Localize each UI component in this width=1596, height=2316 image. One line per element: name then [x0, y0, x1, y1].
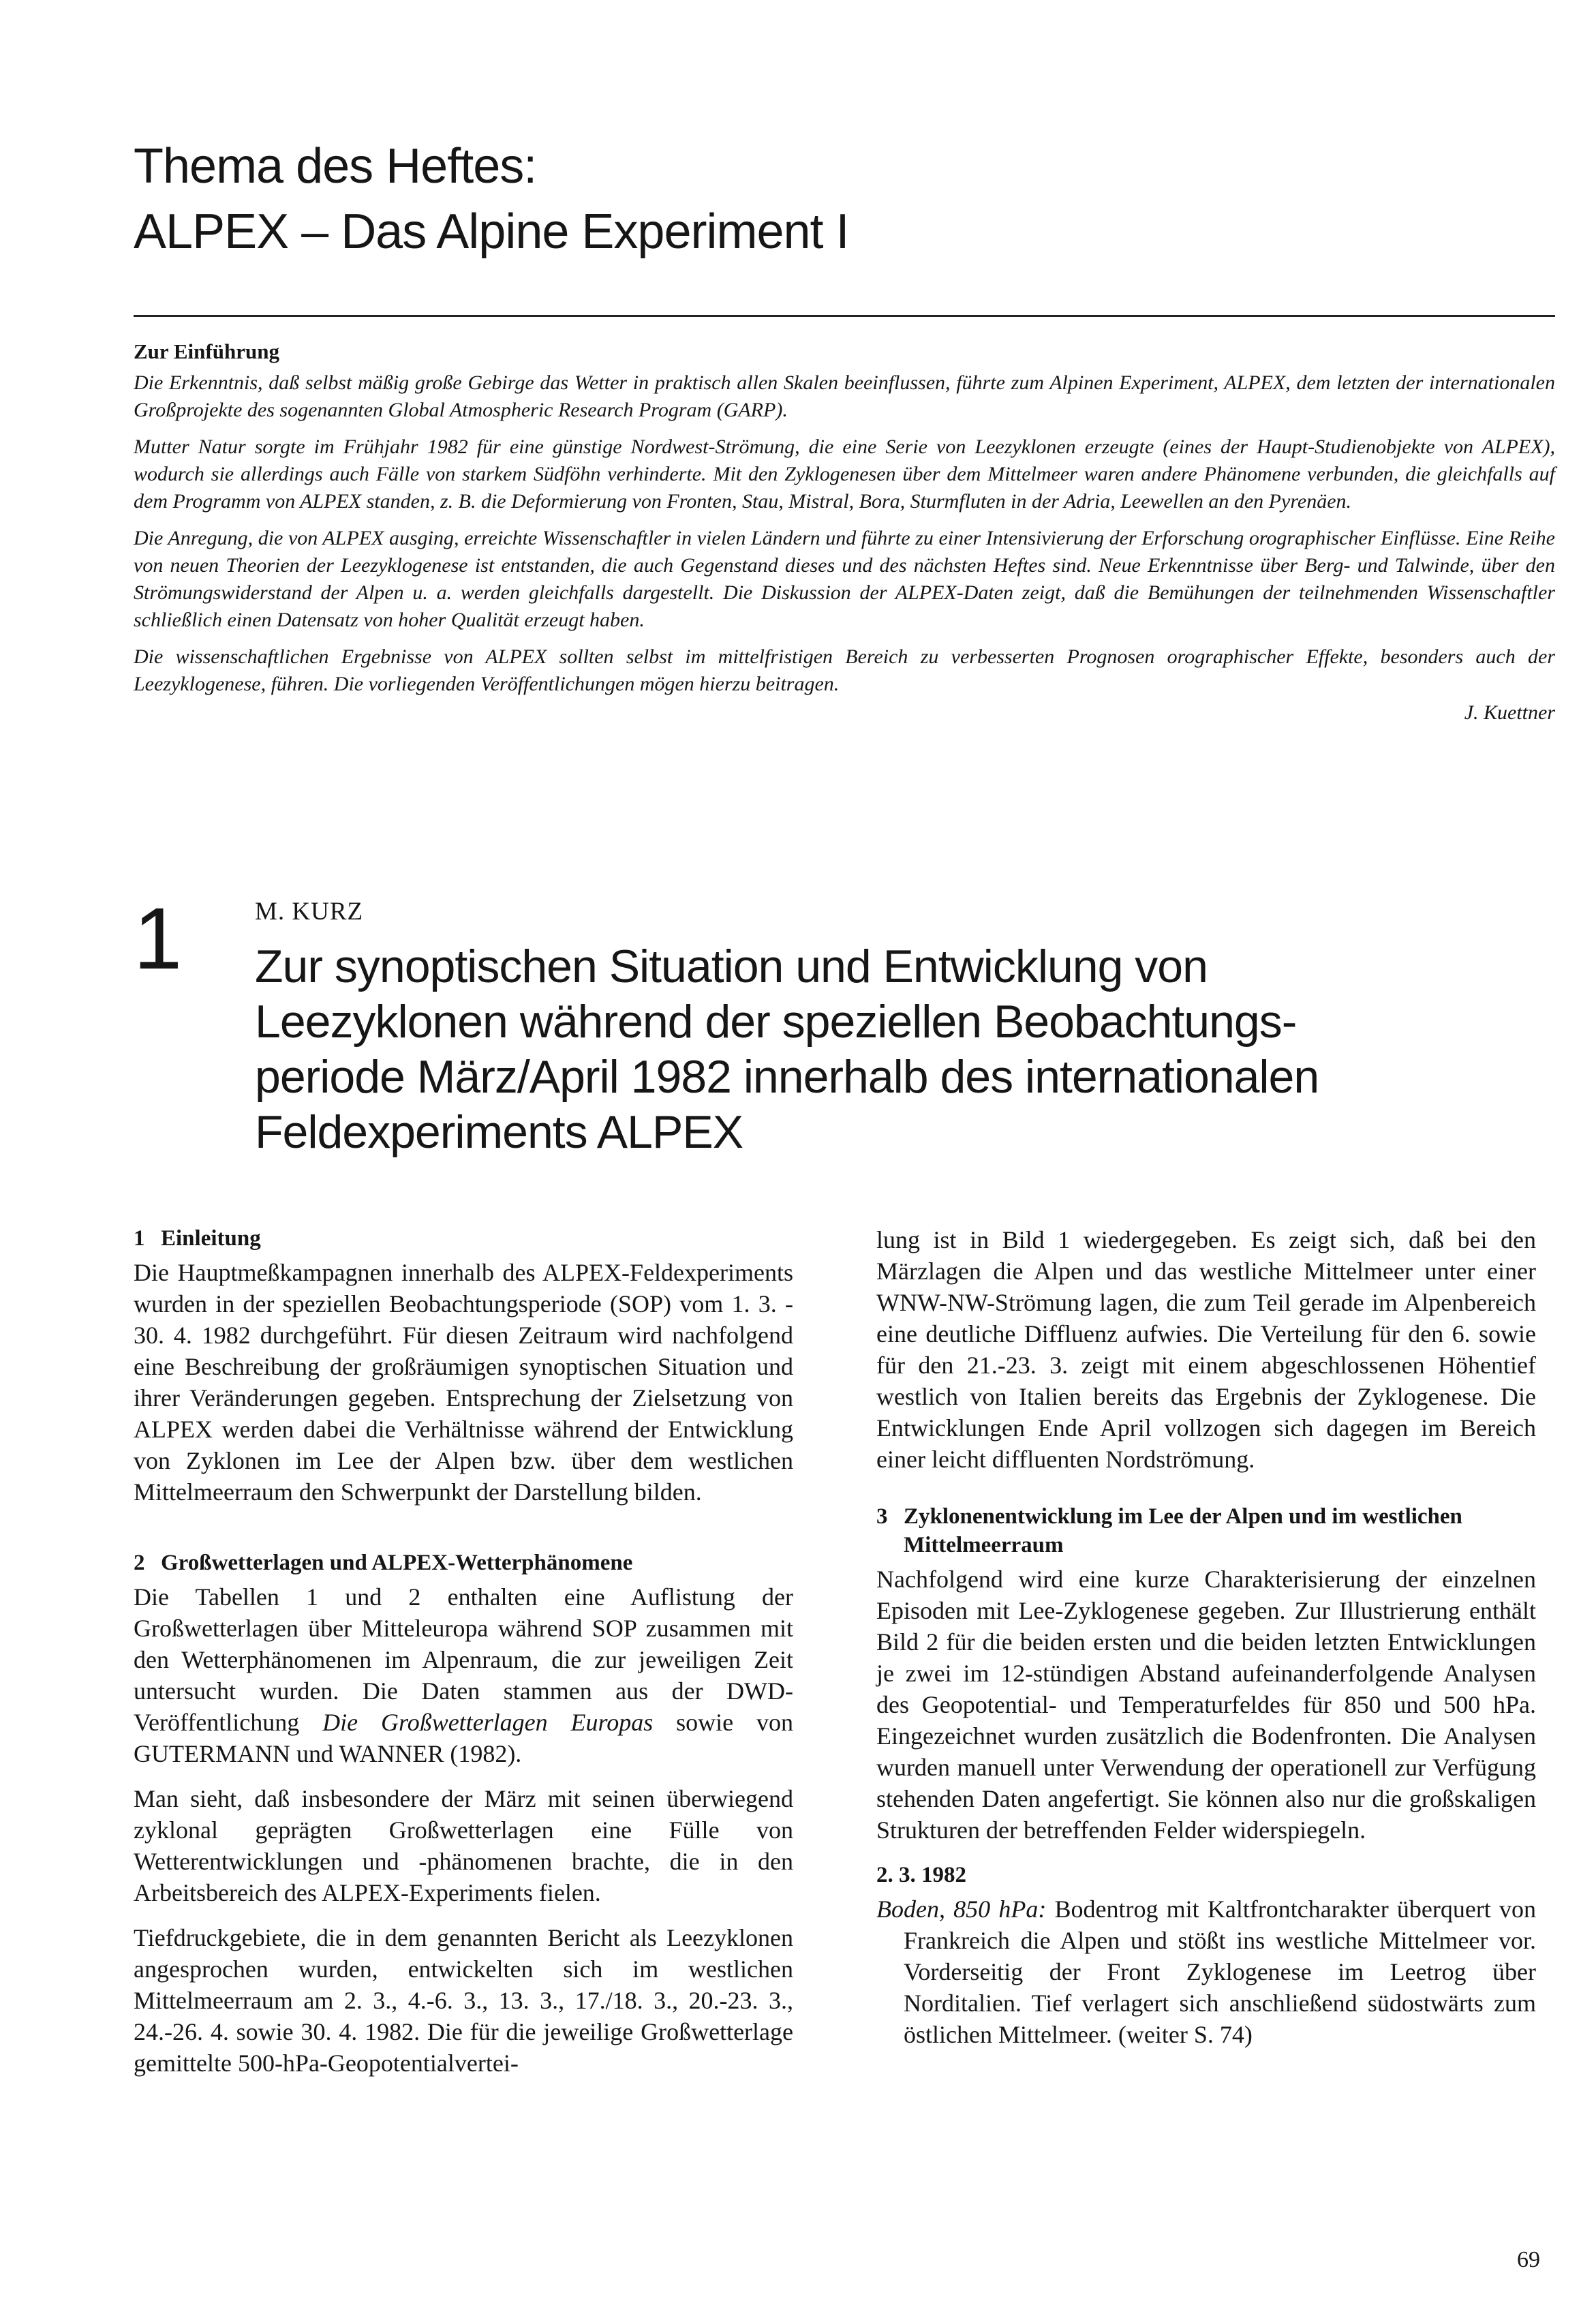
issue-theme-line-2: ALPEX – Das Alpine Experiment I [134, 204, 849, 259]
section-title: Zyklonenentwicklung im Lee der Alpen und im westlichen Mittelmeerraum [904, 1504, 1462, 1557]
article-title-line: Leezyklonen während der speziellen Beobachtungs- [255, 996, 1297, 1048]
episode-entry: Boden, 850 hPa: Bodentrog mit Kaltfrontcharakter überquert von Frankreich die Alpen und stößt ins westliche Mittelmeer vor. Vorderseitig der Front Zyklogenese im Leetrog über Norditalien. Tief verlagert sich anschließend südostwärts zum östlichen Mittelmeer. (weiter S. 74) [876, 1895, 1536, 2048]
section-heading-2 [134, 1549, 793, 1577]
left-column [134, 1224, 793, 2092]
article-number: 1 [134, 890, 183, 988]
entry-lead: Boden, 850 hPa: [876, 1895, 1047, 1923]
right-column [876, 1224, 1536, 2064]
introduction-paragraph: Mutter Natur sorgte im Frühjahr 1982 für eine günstige Nordwest-Strömung, die eine Serie von Leezyklonen erzeugte (eines der Haupt-Studienobjekte von ALPEX), wodurch sie allerdings auch Fälle von starkem Südföhn verhinderte. Mit den Zyklogenesen über dem Mittelmeer waren andere Phänomene verbunden, die gleichfalls auf dem Programm von ALPEX standen, z. B. die Deformierung von Fronten, Stau, Mistral, Bora, Sturmfluten in der Adria, Leewellen an den Pyrenäen. [134, 436, 1555, 513]
section-number: 1 [134, 1226, 145, 1251]
section-heading-3 [876, 1502, 1536, 1559]
article-author: M. KURZ [255, 898, 364, 926]
horizontal-rule [134, 315, 1555, 317]
article-title-line: periode März/April 1982 innerhalb des internationalen [255, 1051, 1319, 1103]
introduction-paragraph: Die wissenschaftlichen Ergebnisse von ALPEX sollten selbst im mittelfristigen Bereich zu verbesserten Prognosen orographischer Effekte, besonders auch der Leezyklogenese, führen. Die vorliegenden Veröffentlichungen mögen hierzu beitragen. [134, 645, 1555, 695]
introduction-signature: J. Kuettner [1464, 701, 1555, 724]
issue-theme-line-1: Thema des Heftes: [134, 139, 537, 194]
body-paragraph: Tiefdruckgebiete, die in dem genannten Bericht als Leezyklonen angesprochen wurden, entwickelten sich im westlichen Mittelmeerraum am 2. 3., 4.-6. 3., 13. 3., 17./18. 3., 20.-23. 3., 24.-26. 4. sowie 30. 4. 1982. Die für die jeweilige Großwetterlage gemittelte 500-hPa-Geopotentialvertei- [134, 1924, 793, 2077]
section-number: 2 [134, 1551, 145, 1575]
issue-theme-title [134, 134, 1428, 264]
section-title: Einleitung [161, 1226, 261, 1251]
body-paragraph: lung ist in Bild 1 wiedergegeben. Es zeigt sich, daß bei den Märzlagen die Alpen und das westliche Mittelmeer unter einer WNW-NW-Strömung lagen, die zum Teil gerade im Alpenbereich eine deutliche Diffluenz aufwies. Die Verteilung für den 6. sowie für den 21.-23. 3. zeigt mit einem abgeschlossenen Höhentief westlich von Italien bereits das Ergebnis der Zyklogenese. Die Entwicklungen Ende April vollzogen sich dagegen im Bereich einer leicht diffluenten Nordströmung. [876, 1226, 1536, 1473]
body-paragraph: Nachfolgend wird eine kurze Charakterisierung der einzelnen Episoden mit Lee-Zyklogenese gegeben. Zur Illustrierung enthält Bild 2 für die beiden ersten und die beiden letzten Entwicklungen je zwei im 12-stündigen Abstand aufeinanderfolgende Analysen des Geopotential- und Temperaturfeldes für 850 und 500 hPa. Eingezeichnet wurden zusätzlich die Bodenfronten. Die Analysen wurden manuell unter Verwendung der operationell zur Verfügung stehenden Daten angefertigt. Sie können also nur die großskaligen Strukturen der betreffenden Felder widerspiegeln. [876, 1566, 1536, 1844]
episode-date-heading: 2. 3. 1982 [876, 1863, 966, 1887]
introduction-box [134, 338, 1555, 727]
section-heading-1 [134, 1224, 793, 1253]
article-title [255, 939, 1550, 1160]
introduction-heading: Zur Einführung [134, 339, 279, 363]
publication-title: Die Großwetterlagen Europas [322, 1709, 654, 1736]
body-paragraph: Die Hauptmeßkampagnen innerhalb des ALPEX-Feldexperiments wurden in der speziellen Beobachtungsperiode (SOP) vom 1. 3. - 30. 4. 1982 durchgeführt. Für diesen Zeitraum wird nachfolgend eine Beschreibung der großräumigen synoptischen Situation und ihrer Veränderungen gegeben. Entsprechung der Zielsetzung von ALPEX werden dabei die Verhältnisse während der Entwicklung von Zyklonen im Lee der Alpen bzw. über dem westlichen Mittelmeerraum den Schwerpunkt der Darstellung bilden. [134, 1259, 793, 1506]
section-title: Großwetterlagen und ALPEX-Wetterphänomene [161, 1551, 633, 1575]
introduction-paragraph: Die Anregung, die von ALPEX ausging, erreichte Wissenschaftler in vielen Ländern und führte zu einer Intensivierung der Erforschung orographischer Einflüsse. Eine Reihe von neuen Theorien der Leezyklogenese ist entstanden, die auch Gegenstand dieses und des nächsten Heftes sind. Neue Erkenntnisse über Berg- und Talwinde, über den Strömungswiderstand der Alpen u. a. werden gleichfalls dargestellt. Die Diskussion der ALPEX-Daten zeigt, daß die Bemühungen der teilnehmenden Wissenschaftler schließlich einen Datensatz von hoher Qualität erzeugt haben. [134, 527, 1555, 631]
article-title-line: Feldexperiments ALPEX [255, 1106, 743, 1158]
introduction-paragraph: Die Erkenntnis, daß selbst mäßig große Gebirge das Wetter in praktisch allen Skalen beeinflussen, führte zum Alpinen Experiment, ALPEX, dem letzten der internationalen Großprojekte des sogenannten Global Atmospheric Research Program (GARP). [134, 371, 1555, 421]
body-paragraph: Die Tabellen 1 und 2 enthalten eine Auflistung der Großwetterlagen über Mitteleuropa während SOP zusammen mit den Wetterphänomenen im Alpenraum, die zur jeweiligen Zeit untersucht wurden. Die Daten stammen aus der DWD-Veröffentlichung Die Großwetterlagen Europas sowie von GUTERMANN und WANNER (1982). [134, 1583, 793, 1767]
page-number: 69 [1517, 2247, 1540, 2272]
body-paragraph: Man sieht, daß insbesondere der März mit seinen überwiegend zyklonal geprägten Großwetterlagen eine Fülle von Wetterentwicklungen und -phänomenen brachte, die in den Arbeitsbereich des ALPEX-Experiments fielen. [134, 1785, 793, 1906]
section-number: 3 [876, 1504, 888, 1529]
article-title-line: Zur synoptischen Situation und Entwicklung von [255, 941, 1208, 992]
